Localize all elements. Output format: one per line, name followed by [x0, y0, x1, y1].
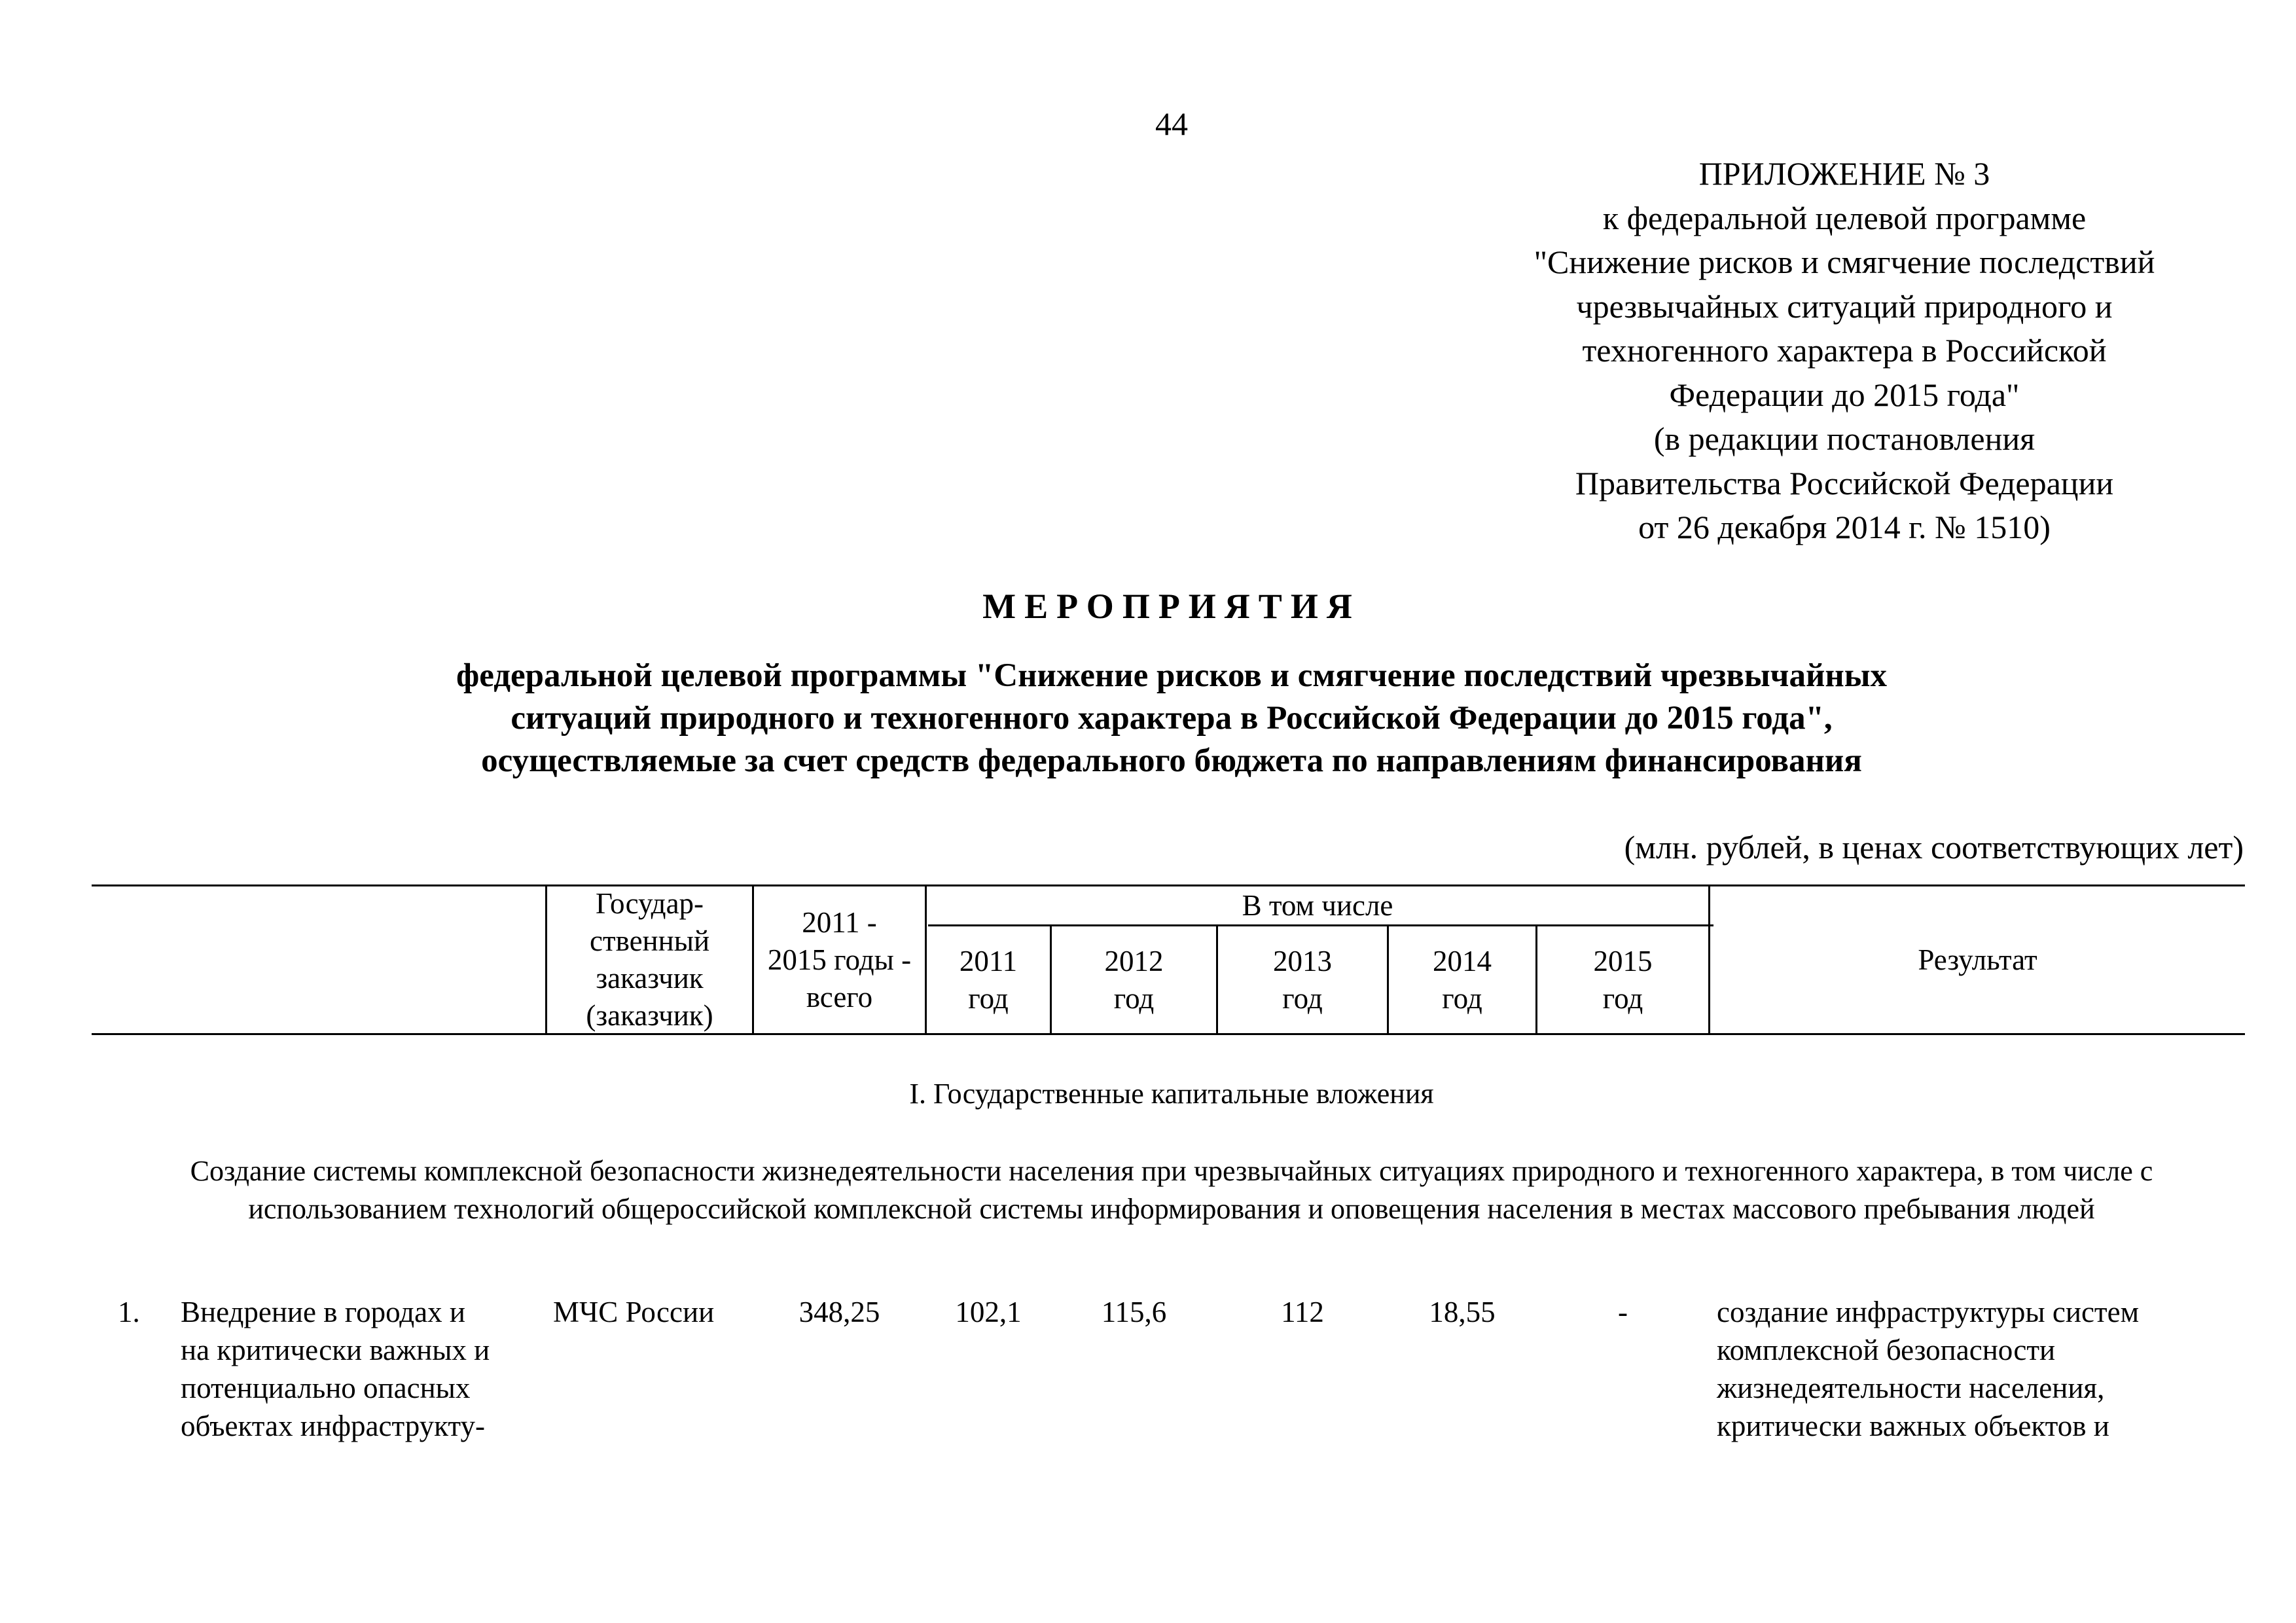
- units-note: (млн. рублей, в ценах соответствующих лет): [1624, 829, 2244, 866]
- row-2013: 112: [1281, 1296, 1324, 1328]
- header-including: В том числе: [1242, 888, 1393, 922]
- appendix-header: [1452, 152, 2237, 550]
- page-number: 44: [1155, 105, 1188, 142]
- document-subtitle: [0, 655, 2296, 782]
- header-result: Результат: [1918, 943, 2037, 976]
- header-year-2013: 2013 год: [1273, 944, 1332, 1015]
- subtitle-line: ситуаций природного и техногенного характера в Российской Федерации до 2015 года",: [511, 700, 1833, 737]
- appendix-line: Федерации до 2015 года": [1669, 376, 2020, 413]
- row-2011: 102,1: [955, 1296, 1022, 1328]
- appendix-line: Правительства Российской Федерации: [1575, 464, 2114, 501]
- appendix-line: от 26 декабря 2014 г. № 1510): [1638, 509, 2051, 545]
- header-year-2011: 2011 год: [959, 944, 1018, 1015]
- header-customer: Государ- ственный заказчик (заказчик): [586, 887, 713, 1032]
- row-number: 1.: [118, 1296, 140, 1328]
- row-total: 348,25: [798, 1296, 880, 1328]
- row-customer: МЧС России: [553, 1296, 715, 1328]
- document-title: МЕРОПРИЯТИЯ: [982, 587, 1361, 626]
- subtitle-line: осуществляемые за счет средств федерального бюджета по направлениям финансирования: [481, 742, 1862, 779]
- row-2014: 18,55: [1429, 1296, 1496, 1328]
- table-header-bottom-rule: [92, 1033, 2245, 1035]
- appendix-line: к федеральной целевой программе: [1602, 199, 2087, 236]
- header-total: 2011 - 2015 годы - всего: [767, 905, 912, 1013]
- row-name: Внедрение в городах и на критически важных и потенциально опасных объектах инфраструкту-: [181, 1296, 490, 1442]
- row-2015: -: [1618, 1296, 1628, 1328]
- appendix-line: "Снижение рисков и смягчение последствий: [1534, 244, 2155, 280]
- appendix-line: чрезвычайных ситуаций природного и: [1576, 287, 2113, 325]
- header-year-2012: 2012 год: [1104, 944, 1164, 1015]
- appendix-line: ПРИЛОЖЕНИЕ № 3: [1698, 155, 1990, 192]
- subtitle-line: федеральной целевой программы "Снижение рисков и смягчение последствий чрезвычайных: [456, 657, 1888, 694]
- header-year-2015: 2015 год: [1593, 944, 1653, 1015]
- section-title: I. Государственные капитальные вложения: [909, 1078, 1434, 1110]
- row-result: создание инфраструктуры систем комплексной безопасности жизнедеятельности населения, критически важных объектов и: [1717, 1296, 2140, 1442]
- row-2012: 115,6: [1101, 1296, 1167, 1328]
- appendix-line: (в редакции постановления: [1653, 420, 2036, 457]
- appendix-line: техногенного характера в Российской: [1582, 332, 2107, 369]
- section-description: Создание системы комплексной безопасности жизнедеятельности населения при чрезвычайных ситуациях природного и техногенного характера, в том числе с использованием технологий общероссийской комплексной системы информирования и оповещения населения в местах массового пребывания людей: [190, 1155, 2153, 1225]
- header-year-2014: 2014 год: [1433, 944, 1492, 1015]
